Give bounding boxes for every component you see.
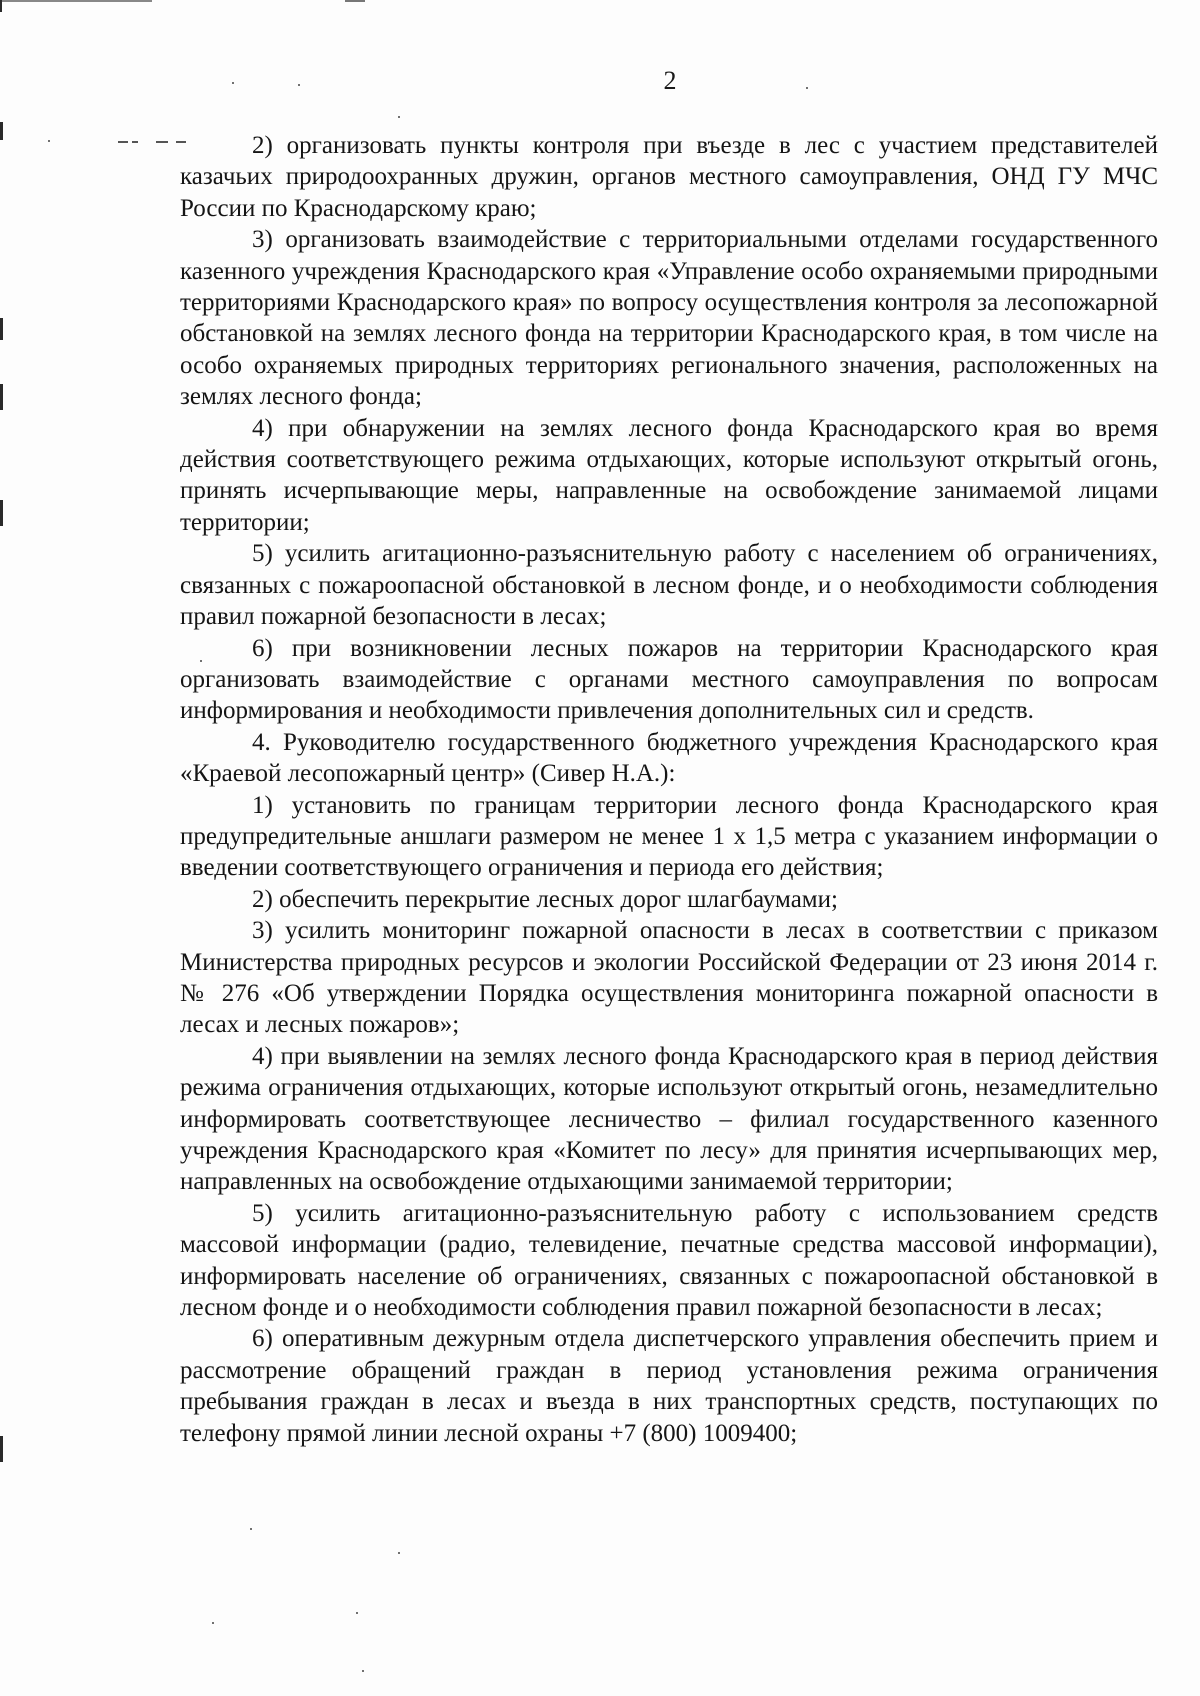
document-body bbox=[180, 130, 1158, 1449]
scan-edge-mark bbox=[0, 122, 3, 140]
scan-edge-mark bbox=[345, 0, 365, 2]
paragraph: 5) усилить агитационно-разъяснительную работу с населением об ограничениях, связанных с пожароопасной обстановкой в лесном фонде, и о необходимости соблюдения правил пожарной безопасности в лесах; bbox=[180, 540, 1158, 631]
scan-edge-mark bbox=[0, 1436, 3, 1462]
scan-speck bbox=[398, 116, 400, 118]
scan-edge-mark bbox=[156, 141, 168, 143]
page-number: 2 bbox=[663, 66, 677, 95]
scan-speck bbox=[356, 1612, 358, 1614]
paragraph: 1) установить по границам территории лесного фонда Краснодарского края предупредительные аншлаги размером не менее 1 х 1,5 метра с указанием информации о введении соответствующего ограничения и периода его действия; bbox=[180, 791, 1158, 882]
scan-edge-mark bbox=[118, 141, 128, 143]
scan-speck bbox=[362, 1670, 364, 1672]
scan-edge-mark bbox=[2, 0, 152, 2]
scan-speck bbox=[212, 1622, 214, 1624]
paragraph: 3) организовать взаимодействие с территориальными отделами государственного казенного учреждения Краснодарского края «Управление особо охраняемыми природными территориями Краснодарского края» по вопросу осуществления контроля за лесопожарной обстановкой на землях лесного фонда на территории Краснодарского края, в том числе на особо охраняемых природных территориях регионального значения, расположенных на землях лесного фонда; bbox=[180, 226, 1158, 411]
scan-edge-mark bbox=[0, 500, 3, 526]
paragraph: 4) при обнаружении на землях лесного фонда Краснодарского края во время действия соответствующего режима отдыхающих, которые используют открытый огонь, принять исчерпывающие меры, направленные на освобождение занимаемой лицами территории; bbox=[180, 414, 1158, 536]
scan-edge-mark bbox=[0, 384, 3, 410]
scan-speck bbox=[398, 1552, 400, 1554]
paragraph: 2) организовать пункты контроля при въезде в лес с участием представителей казачьих природоохранных дружин, органов местного самоуправления, ОНД ГУ МЧС России по Краснодарскому краю; bbox=[180, 132, 1158, 222]
paragraph: 4) при выявлении на землях лесного фонда Краснодарского края в период действия режима ограничения отдыхающих, которые используют открытый огонь, незамедлительно информировать соответствующее лесничество – филиал государственного казенного учреждения Краснодарского края «Комитет по лесу» для принятия исчерпывающих мер, направленных на освобождение отдыхающими занимаемой территории; bbox=[180, 1042, 1158, 1196]
paragraph: 6) оперативным дежурным отдела диспетчерского управления обеспечить прием и рассмотрение обращений граждан в период установления режима ограничения пребывания граждан в лесах и въезда в них транспортных средств, поступающих по телефону прямой линии лесной охраны +7 (800) 1009400; bbox=[180, 1325, 1158, 1447]
paragraph: 6) при возникновении лесных пожаров на территории Краснодарского края организовать взаимодействие с органами местного самоуправления по вопросам информирования и необходимости привлечения дополнительных сил и средств. bbox=[180, 634, 1158, 725]
paragraph: 4. Руководителю государственного бюджетного учреждения Краснодарского края «Краевой лесопожарный центр» (Сивер Н.А.): bbox=[180, 728, 1158, 788]
paragraph: 5) усилить агитационно-разъяснительную работу с использованием средств массовой информации (радио, телевидение, печатные средства массовой информации), информировать население об ограничениях, связанных с пожароопасной обстановкой в лесном фонде и о необходимости соблюдения правил пожарной безопасности в лесах; bbox=[180, 1199, 1158, 1322]
paragraph: 3) усилить мониторинг пожарной опасности в лесах в соответствии с приказом Министерства природных ресурсов и экологии Российской Федерации от 23 июня 2014 г. № 276 «Об утверждении Порядка осуществления мониторинга пожарной опасности в лесах и лесных пожаров»; bbox=[180, 917, 1158, 1039]
scan-speck bbox=[48, 140, 50, 142]
paragraph: 2) обеспечить перекрытие лесных дорог шлагбаумами; bbox=[252, 885, 838, 913]
scan-edge-mark bbox=[132, 141, 138, 143]
scan-speck bbox=[250, 1528, 252, 1530]
scan-edge-mark bbox=[0, 318, 3, 340]
